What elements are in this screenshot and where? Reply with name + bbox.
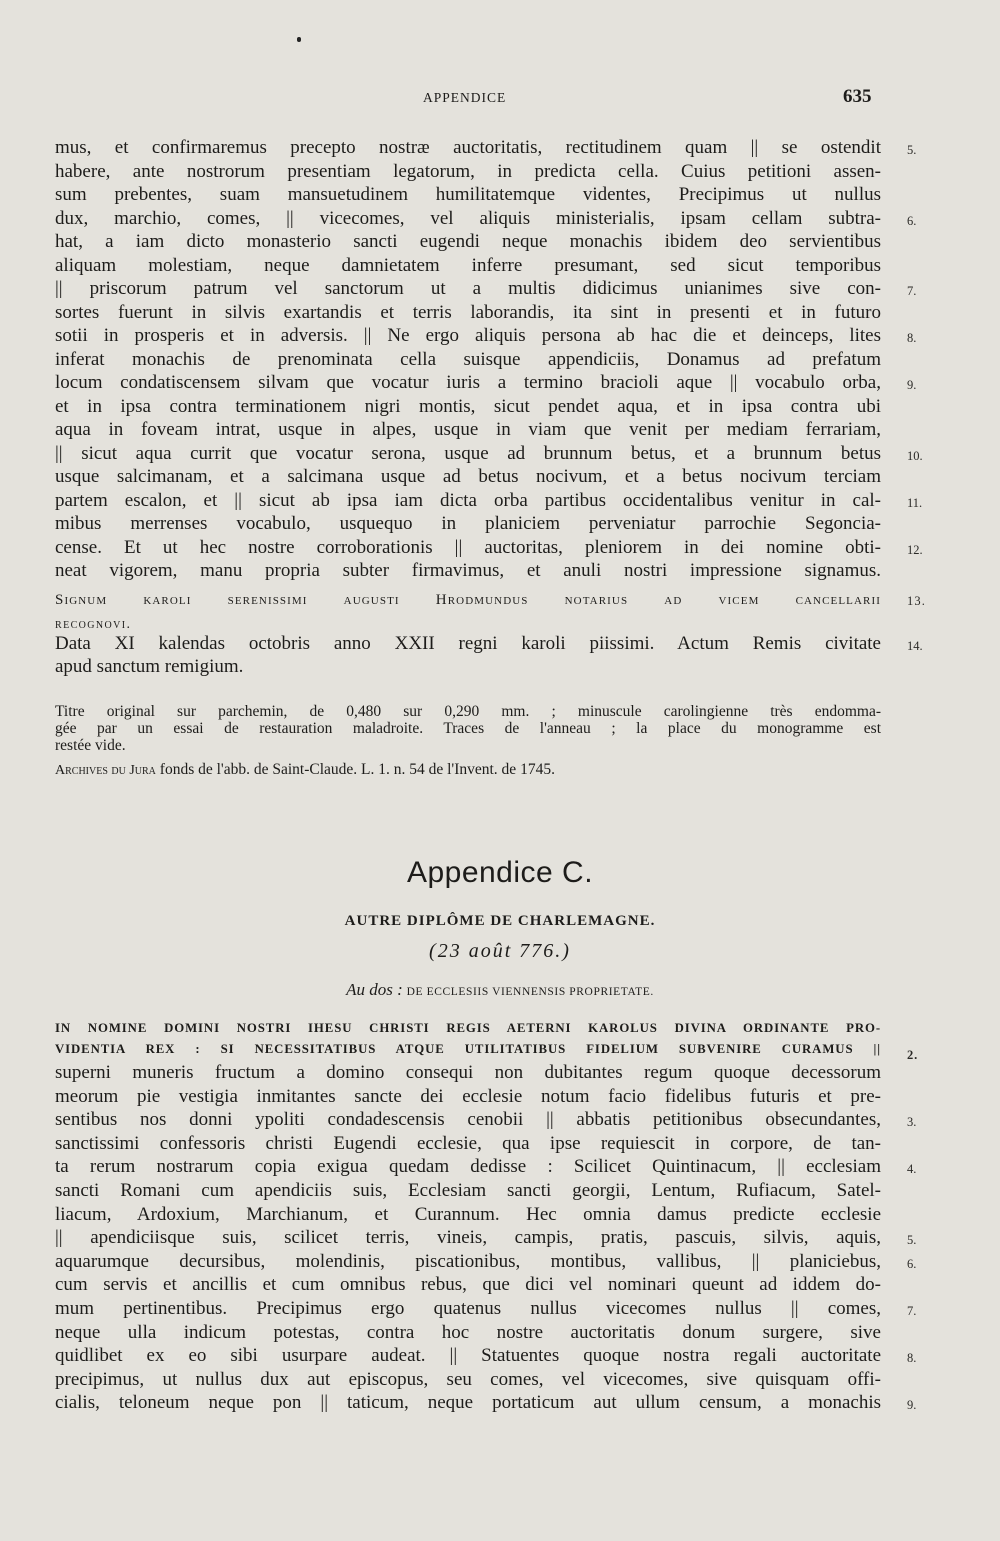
line-number: 5. (907, 1233, 917, 1248)
line-number: 7. (907, 284, 917, 298)
line-text: dux, marchio, comes, || vicecomes, vel aliquis ministerialis, ipsam cellam subtra- (55, 207, 881, 229)
text-line (55, 419, 881, 443)
line-number: 5. (907, 143, 917, 157)
line-number: 3. (907, 1115, 917, 1130)
dos-label: Au dos : (346, 980, 403, 999)
line-text: aliquam molestiam, neque damnietatem inferre presumant, sed sicut temporibus (55, 254, 881, 276)
line-number: 7. (907, 1303, 917, 1318)
line-text: et in ipsa contra terminationem nigri montis, sicut pendet aqua, et in ipsa contra ubi (55, 395, 881, 417)
text-line (55, 1392, 917, 1416)
line-text: Data XI kalendas octobris anno XXII regni karoli piissimi. Actum Remis civitate (55, 633, 881, 654)
line-number: 11. (907, 495, 923, 510)
text-line (55, 466, 881, 490)
line-text: apud sanctum remigium. (55, 656, 244, 677)
line-text: || sicut aqua currit que vocatur serona, usque ad brunnum betus, et a brunnum betus (55, 442, 881, 464)
line-text: mum pertinentibus. Precipimus ergo quatenus nullus vicecomes nullus || comes, (55, 1297, 881, 1319)
text-line (55, 231, 881, 255)
text-line (55, 1322, 881, 1346)
text-line (55, 536, 923, 561)
line-text: VIDENTIA REX : SI NECESSITATIBUS ATQUE UTILITATIBUS FIDELIUM SUBVENIRE CURAMUS || (55, 1042, 881, 1056)
line-text: liacum, Ardoxium, Marchianum, et Curannum. Hec omnia damus predicte ecclesie (55, 1203, 881, 1225)
line-text: sanctissimi confessoris christi Eugendi ecclesie, qua ipse requiescit in corpore, de tan- (55, 1132, 881, 1154)
page-number: 635 (843, 86, 872, 107)
line-text: sentibus nos donni ypoliti condadescensis cenobii || abbatis petitionibus obsecundantes, (55, 1109, 881, 1131)
text-line (55, 207, 917, 232)
line-text: || priscorum patrum vel sanctorum ut a multis didicimus unianimes sive con- (55, 278, 881, 299)
line-number: 6. (907, 213, 917, 228)
signum-line: Signum karoli serenissimi augusti Hrodmundus notarius ad vicem cancellarii (55, 592, 881, 608)
running-title: APPENDICE (423, 90, 507, 105)
line-text: partem escalon, et || sicut ab ipsa iam dicta orba partibus occidentalibus venitur in cal- (55, 489, 881, 511)
line-text: inferat monachis de prenominata cella suisque appendiciis, Donamus ad prefatum (55, 348, 881, 370)
text-line (55, 1250, 917, 1275)
line-text: sancti Romani cum apendiciis suis, Ecclesiam sancti georgii, Lentum, Rufiacum, Satel- (55, 1179, 881, 1201)
text-line (55, 396, 881, 420)
text-line (55, 302, 881, 326)
line-text: locum condatiscensem silvam que vocatur iuris a termino bracioli aque || vocabulo orba, (55, 372, 881, 393)
line-number: 13. (907, 594, 926, 608)
line-number: 9. (907, 378, 917, 392)
appendix-subtitle: AUTRE DIPLÔME DE CHARLEMAGNE. (344, 913, 656, 929)
text-line (55, 442, 923, 467)
archives-label: Archives du Jura (55, 763, 156, 778)
line-text: ta rerum nostrarum copia exigua quedam dedisse : Scilicet Quintinacum, || ecclesiam (55, 1156, 881, 1178)
line-text: cialis, teloneum neque pon || taticum, neque portaticum aut ullum censum, a monachis (55, 1392, 881, 1414)
text-line (55, 1042, 919, 1063)
line-text: mus, et confirmaremus precepto nostræ auctoritatis, rectitudinem quam || se ostendit (55, 137, 881, 158)
note-line: restée vide. (55, 737, 126, 754)
note-line: Titre original sur parchemin, de 0,480 sur 0,290 mm. ; minuscule carolingienne très endomma- (55, 703, 881, 720)
text-line (55, 349, 881, 373)
line-number: 14. (907, 639, 923, 653)
text-line (55, 1133, 881, 1157)
text-line (55, 372, 917, 396)
line-number: 4. (907, 1162, 917, 1177)
text-line (55, 255, 881, 279)
text-line (55, 1227, 917, 1251)
line-text: meorum pie vestigia inmitantes sancte dei ecclesie notum facio fidelibus futuris et pre- (55, 1085, 881, 1107)
text-line (55, 278, 917, 302)
editorial-note (55, 703, 881, 783)
line-number: 6. (907, 1256, 917, 1271)
line-text: IN NOMINE DOMINI NOSTRI IHESU CHRISTI REGIS AETERNI KAROLUS DIVINA ORDINANTE PRO- (55, 1021, 881, 1035)
line-number: 9. (907, 1398, 917, 1413)
text-line (55, 560, 881, 584)
line-number: 8. (907, 331, 917, 345)
text-line (55, 513, 881, 537)
charter-text-continued (55, 137, 923, 584)
text-line (55, 1297, 917, 1322)
line-text: quidlibet ex eo sibi usurpare audeat. || Statuentes quoque nostra regali auctoritate (55, 1345, 881, 1367)
dorsal-note (0, 980, 1000, 1000)
archives-reference (55, 761, 881, 783)
line-text: neat vigorem, manu propria subter firmavimus, et anuli nostri impressione signamus. (55, 560, 881, 581)
ink-speck (297, 37, 301, 42)
line-text: mibus merrenses vocabulo, usquequo in planiciem perveniatur parrochie Segoncia- (55, 513, 881, 534)
line-text: usque salcimanam, et a salcimana usque ad betus nocivum, et a betus nocivum terciam (55, 466, 881, 487)
text-line (55, 633, 923, 656)
line-number: 8. (907, 1351, 917, 1366)
text-line (55, 161, 881, 185)
line-number: 2. (907, 1048, 919, 1062)
text-line (55, 1156, 917, 1180)
text-line (55, 489, 923, 514)
text-line (55, 184, 881, 208)
signum-block (55, 592, 926, 634)
dating-clause (55, 633, 923, 679)
text-line (55, 1369, 881, 1393)
dos-text: DE ECCLESIIS VIENNENSIS PROPRIETATE. (406, 986, 654, 998)
text-line (55, 1180, 881, 1204)
note-line: gée par un essai de restauration maladroite. Traces de l'anneau ; la place du monogramme est (55, 720, 881, 737)
text-line (55, 1021, 881, 1042)
appendix-date: (23 août 776.) (429, 940, 571, 962)
line-text: cum servis et ancillis et cum omnibus rebus, que dici vel nominari queunt ad iddem do- (55, 1274, 881, 1296)
running-head (0, 88, 1000, 112)
archives-rest: fonds de l'abb. de Saint-Claude. L. 1. n. 54 de l'Invent. de 1745. (155, 761, 555, 778)
line-number: 10. (907, 448, 923, 463)
line-text: aquarumque decursibus, molendinis, piscationibus, montibus, vallibus, || planiciebus, (55, 1250, 881, 1272)
line-text: habere, ante nostrorum presentiam legatorum, in predicta cella. Cuius petitioni assen- (55, 160, 881, 182)
charter-text (55, 1062, 917, 1416)
charter-invocation (55, 1021, 919, 1063)
text-line (55, 137, 917, 161)
line-text: superni muneris fructum a domino consequi non dubitantes regum quoque decessorum (55, 1062, 881, 1083)
text-line (55, 1274, 881, 1298)
line-text: aqua in foveam intrat, usque in alpes, usque in viam que venit per mediam ferrariam, (55, 419, 881, 440)
line-number: 12. (907, 542, 923, 557)
line-text: precipimus, ut nullus dux aut episcopus, seu comes, vel vicecomes, sive quisquam offi- (55, 1368, 881, 1390)
line-text: sotii in prosperis et in adversis. || Ne ergo aliquis persona ab hac die et deinceps, lites (55, 325, 881, 346)
text-line (55, 1109, 917, 1133)
text-line (55, 1062, 881, 1086)
text-line (55, 656, 881, 679)
line-text: sum prebentes, suam mansuetudinem humilitatemque videntes, Precipimus ut nullus (55, 184, 881, 205)
text-line (55, 1204, 881, 1228)
text-line (55, 1345, 917, 1369)
text-line (55, 1086, 881, 1110)
line-text: neque ulla indicum potestas, contra hoc nostre auctoritatis donum surgere, sive (55, 1321, 881, 1343)
recognovi: recognovi. (55, 617, 132, 632)
line-text: cense. Et ut hec nostre corroborationis || auctoritas, pleniorem in dei nomine obti- (55, 536, 881, 558)
line-text: sortes fuerunt in silvis exartandis et terris laborandis, ita sint in presenti et in futuro (55, 301, 881, 323)
line-text: || apendiciisque suis, scilicet terris, vineis, campis, pratis, pascuis, silvis, aquis, (55, 1227, 881, 1249)
text-line (55, 325, 917, 349)
appendix-title: Appendice C. (406, 856, 594, 889)
line-text: hat, a iam dicto monasterio sancti eugendi neque monachis ibidem deo servientibus (55, 231, 881, 252)
